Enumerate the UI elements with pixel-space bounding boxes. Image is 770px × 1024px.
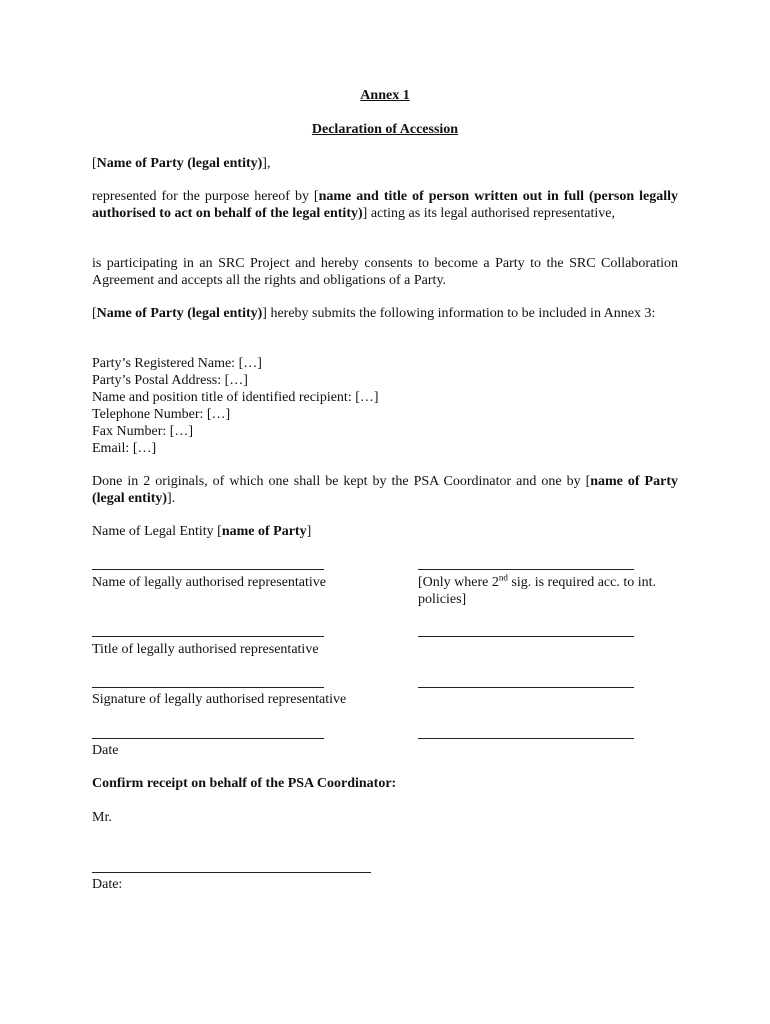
signature-line xyxy=(418,569,634,570)
annex-title: Annex 1 xyxy=(360,88,410,103)
signature-line xyxy=(418,636,634,637)
coordinator-signature-line xyxy=(92,872,371,873)
signature-line xyxy=(418,687,634,688)
done-paragraph: Done in 2 originals, of which one shall be kept by the PSA Coordinator and one by [name of Party (legal entity)]. xyxy=(92,474,678,506)
date-label: Date xyxy=(92,743,119,758)
participating-paragraph: is participating in an SRC Project and hereby consents to become a Party to the SRC Collaboration Agreement and accepts all the rights and obligations of a Party. xyxy=(92,256,678,288)
coordinator-date-label: Date: xyxy=(92,877,123,892)
title-representative-label: Title of legally authorised representative xyxy=(92,642,319,657)
info-fields-list xyxy=(92,355,678,457)
signature-line xyxy=(92,687,324,688)
mr-label: Mr. xyxy=(92,810,112,825)
info-field-recipient: Name and position title of identified recipient: […] xyxy=(92,390,379,405)
info-field-telephone: Telephone Number: […] xyxy=(92,407,231,422)
signature-line xyxy=(92,738,324,739)
info-field-email: Email: […] xyxy=(92,441,157,456)
name-representative-label: Name of legally authorised representative xyxy=(92,575,327,590)
info-field-registered-name: Party’s Registered Name: […] xyxy=(92,356,262,371)
declaration-title: Declaration of Accession xyxy=(311,122,459,137)
signature-line xyxy=(418,738,634,739)
confirm-heading: Confirm receipt on behalf of the PSA Coordinator: xyxy=(92,776,397,791)
party-name-line: [Name of Party (legal entity)], xyxy=(92,156,271,171)
signature-representative-label: Signature of legally authorised representative xyxy=(92,692,347,707)
signature-line xyxy=(92,569,324,570)
info-field-postal-address: Party’s Postal Address: […] xyxy=(92,373,248,388)
second-signature-note: [Only where 2nd sig. is required acc. to int. policies] xyxy=(418,572,657,607)
represented-paragraph: represented for the purpose hereof by [name and title of person written out in full (person legally authorised to act on behalf of the legal entity)] acting as its legal authorised representative, xyxy=(92,189,679,221)
info-field-fax: Fax Number: […] xyxy=(92,424,194,439)
submits-paragraph: [Name of Party (legal entity)] hereby submits the following information to be included in Annex 3: xyxy=(92,306,656,321)
signature-line xyxy=(92,636,324,637)
legal-entity-line: Name of Legal Entity [name of Party] xyxy=(92,524,312,539)
